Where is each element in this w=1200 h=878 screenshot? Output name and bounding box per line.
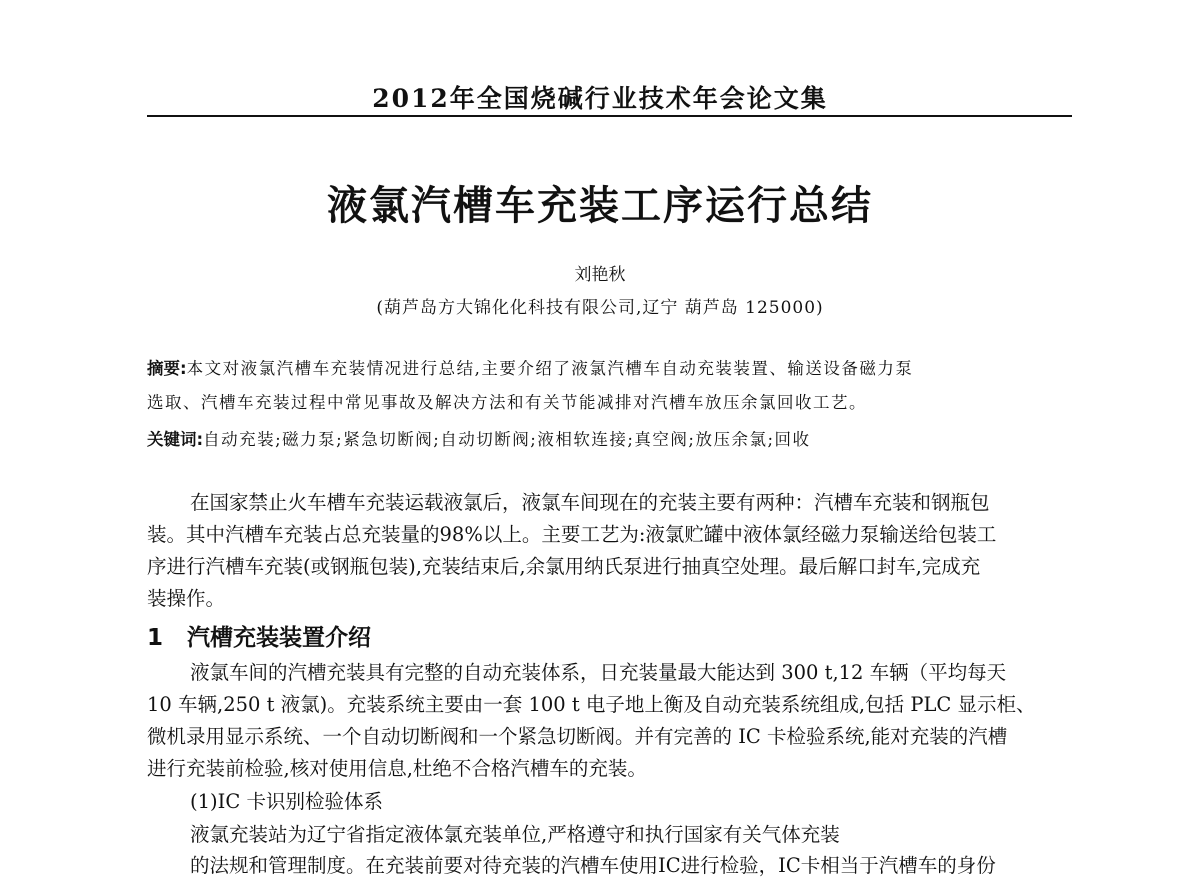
paper-title: 液氯汽槽车充装工序运行总结 (327, 183, 873, 229)
section-p1-line-2: 10 车辆,250 t 液氯)。充装系统主要由一套 100 t 电子地上衡及自动充装系统组成,包括 PLC 显示柜、 (147, 693, 1036, 716)
header-rule (147, 115, 1072, 117)
keywords-label: 关键词: (147, 430, 204, 449)
affiliation: (葫芦岛方大锦化化科技有限公司,辽宁 葫芦岛 125000) (376, 298, 824, 318)
abstract-text-1: 本文对液氯汽槽车充装情况进行总结,主要介绍了液氯汽槽车自动充装装置、输送设备磁力泵 (186, 359, 914, 378)
author: 刘艳秋 (574, 265, 626, 285)
intro-line-1: 在国家禁止火车槽车充装运载液氯后，液氯车间现在的充装主要有两种：汽槽车充装和钢瓶包 (190, 491, 990, 514)
section-p1-line-3: 微机录用显示系统、一个自动切断阀和一个紧急切断阀。并有完善的 IC 卡检验系统,能对充装的汽槽 (147, 725, 1008, 748)
keywords-text: 自动充装;磁力泵;紧急切断阀;自动切断阀;液相软连接;真空阀;放压余氯;回收 (203, 430, 811, 449)
section-number: 1 (147, 625, 164, 651)
abstract-label: 摘要: (147, 359, 187, 378)
section-p2-line-1: 液氯充装站为辽宁省指定液体氯充装单位,严格遵守和执行国家有关气体充装 (190, 823, 840, 846)
intro-line-2: 装。其中汽槽车充装占总充装量的98%以上。主要工艺为:液氯贮罐中液体氯经磁力泵输送给包装工 (147, 523, 997, 546)
section-heading (147, 619, 371, 652)
section-p2-line-2: 的法规和管理制度。在充装前要对待充装的汽槽车使用IC进行检验，IC卡相当于汽槽车的身份 (190, 854, 996, 877)
keywords-line (147, 426, 811, 450)
intro-line-4: 装操作。 (147, 587, 226, 610)
running-header: 2012年全国烧碱行业技术年会论文集 (372, 84, 828, 113)
subsection-ic-card: (1)IC 卡识别检验体系 (190, 790, 383, 813)
intro-line-3: 序进行汽槽车充装(或钢瓶包装),充装结束后,余氯用纳氏泵进行抽真空处理。最后解口封车,完成充 (147, 555, 981, 578)
section-p1-line-4: 进行充装前检验,核对使用信息,杜绝不合格汽槽车的充装。 (147, 757, 647, 780)
abstract-line-2: 选取、汽槽车充装过程中常见事故及解决方法和有关节能减排对汽槽车放压余氯回收工艺。 (147, 393, 867, 412)
section-p1-line-1: 液氯车间的汽槽充装具有完整的自动充装体系，日充装量最大能达到 300 t,12 车辆（平均每天 (190, 661, 1007, 684)
abstract-line-1 (147, 355, 913, 379)
section-title: 汽槽充装装置介绍 (187, 625, 371, 651)
